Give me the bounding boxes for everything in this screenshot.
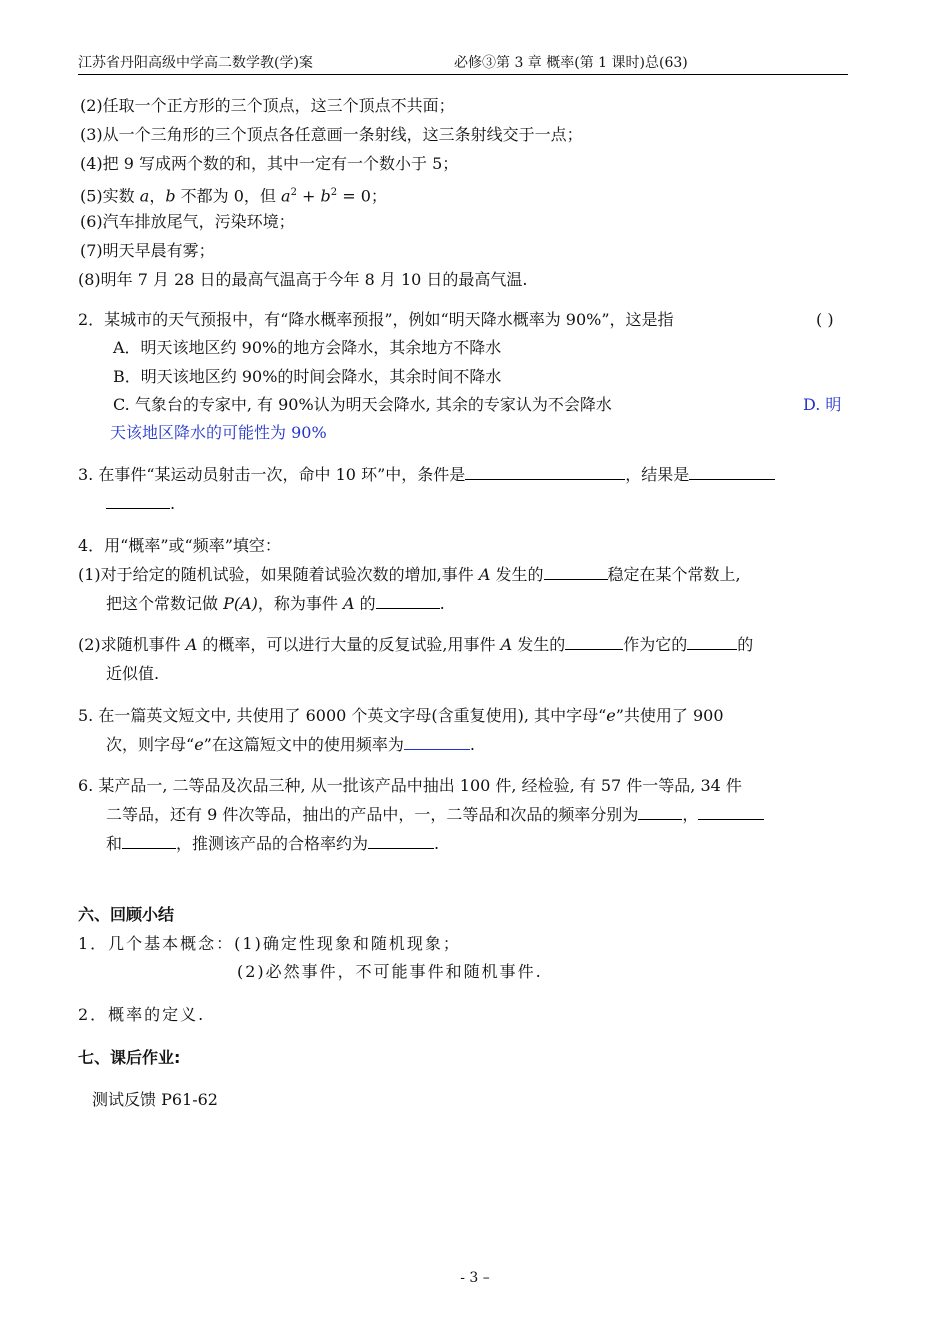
section-6-item-1b: (2)必然事件，不可能事件和随机事件. bbox=[237, 962, 543, 981]
q4-stem: 4．用“概率”或“频率”填空： bbox=[78, 536, 281, 555]
q3-line1: 3. 在事件“某运动员射击一次，命中 10 环”中，条件是 ，结果是 bbox=[78, 465, 775, 485]
q3-line2: . bbox=[106, 494, 175, 514]
q1-item-2: (2)任取一个正方形的三个顶点，这三个顶点不共面； bbox=[80, 96, 455, 115]
q4-part2-line2: 近似值. bbox=[106, 664, 160, 683]
q2-option-c: C. 气象台的专家中, 有 90%认为明天会降水, 其余的专家认为不会降水 bbox=[113, 395, 612, 414]
section-6-item-2: 2．概率的定义. bbox=[78, 1005, 206, 1024]
q5-line2: 次，则字母“e”在这篇短文中的使用频率为 . bbox=[106, 735, 475, 754]
q1-item-7: (7)明天早晨有雾； bbox=[80, 241, 215, 260]
q2-option-d-part1: D. 明 bbox=[803, 395, 842, 414]
q6-line1: 6. 某产品一, 二等品及次品三种, 从一批该产品中抽出 100 件, 经检验, 有 57 件一等品, 34 件 bbox=[78, 776, 742, 795]
q4-part1-line1: (1)对于给定的随机试验，如果随着试验次数的增加,事件 A 发生的 稳定在某个常数上, bbox=[78, 565, 741, 584]
section-7-title: 七、课后作业: bbox=[78, 1048, 181, 1067]
section-6-item-1: 1．几个基本概念：(1)确定性现象和随机现象； bbox=[78, 934, 461, 953]
q1-item-5: (5)实数 a，b 不都为 0，但 $a^2 + b^2 = 0$； bbox=[80, 186, 387, 206]
q1-item-6: (6)汽车排放尾气，污染环境； bbox=[80, 212, 295, 231]
section-6-title: 六、回顾小结 bbox=[78, 905, 175, 924]
q5-line1: 5. 在一篇英文短文中, 共使用了 6000 个英文字母(含重复使用), 其中字母“e”共使用了 900 bbox=[78, 706, 724, 725]
q6-line2: 二等品，还有 9 件次等品，抽出的产品中，一，二等品和次品的频率分别为 ， bbox=[106, 805, 764, 825]
homework-text: 测试反馈 P61-62 bbox=[92, 1090, 218, 1109]
page-number: - 3 – bbox=[460, 1270, 490, 1286]
q1-item-4: (4)把 9 写成两个数的和，其中一定有一个数小于 5； bbox=[80, 154, 459, 173]
q1-item-3: (3)从一个三角形的三个顶点各任意画一条射线，这三条射线交于一点； bbox=[80, 125, 583, 144]
header-left: 江苏省丹阳高级中学高二数学教(学)案 bbox=[78, 55, 313, 71]
q6-line3: 和 ，推测该产品的合格率约为 . bbox=[106, 834, 440, 853]
q1-item-8: (8)明年 7 月 28 日的最高气温高于今年 8 月 10 日的最高气温. bbox=[78, 270, 528, 289]
q2-option-d-part2: 天该地区降水的可能性为 90% bbox=[110, 423, 327, 442]
page-header bbox=[78, 52, 848, 75]
q2-answer-paren: ( ) bbox=[816, 310, 834, 329]
q2-stem: 2．某城市的天气预报中，有“降水概率预报”，例如“明天降水概率为 90%”，这是指 bbox=[78, 310, 674, 329]
q2-option-a: A．明天该地区约 90%的地方会降水，其余地方不降水 bbox=[113, 338, 502, 357]
q2-option-b: B．明天该地区约 90%的时间会降水，其余时间不降水 bbox=[113, 367, 502, 386]
q4-part2-line1: (2)求随机事件 A 的概率，可以进行大量的反复试验,用事件 A 发生的 作为它的 的 bbox=[78, 635, 754, 654]
q4-part1-line2: 把这个常数记做 P(A)，称为事件 A 的 . bbox=[106, 594, 445, 613]
header-right: 必修③第 3 章 概率(第 1 课时)总(63) bbox=[454, 55, 688, 71]
